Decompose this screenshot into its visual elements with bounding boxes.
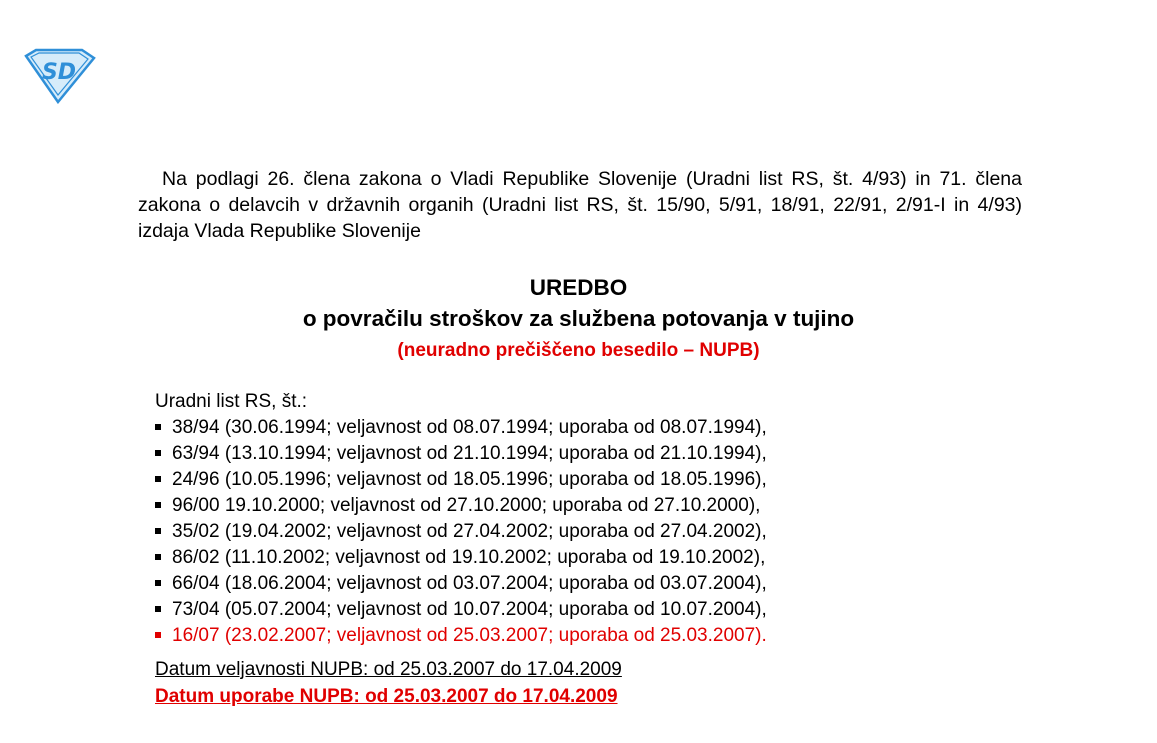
- amendment-text: 66/04 (18.06.2004; veljavnost od 03.07.2004; uporaba od 03.07.2004),: [172, 573, 767, 594]
- sd-diamond-logo-icon: [22, 48, 96, 104]
- square-bullet-icon: [155, 632, 161, 638]
- square-bullet-icon: [155, 502, 161, 508]
- amendment-item: [155, 415, 767, 441]
- amendment-item: [155, 467, 767, 493]
- amendment-item: [155, 493, 767, 519]
- usage-date: Datum uporabe NUPB: od 25.03.2007 do 17.04.2009: [155, 686, 618, 707]
- square-bullet-icon: [155, 450, 161, 456]
- amendment-item: [155, 519, 767, 545]
- intro-paragraph: Na podlagi 26. člena zakona o Vladi Republike Slovenije (Uradni list RS, št. 4/93) in 71. člena zakona o delavcih v državnih organih (Uradni list RS, št. 15/90, 5/91, 18/91, 22/91, 2/91-I in 4/93) izdaja Vlada Republike Slovenije: [138, 168, 1022, 242]
- amendment-item: [155, 597, 767, 623]
- amendment-text: 63/94 (13.10.1994; veljavnost od 21.10.1994; uporaba od 21.10.1994),: [172, 443, 767, 464]
- amendment-text: 73/04 (05.07.2004; veljavnost od 10.07.2004; uporaba od 10.07.2004),: [172, 599, 767, 620]
- nupb-note: (neuradno prečiščeno besedilo – NUPB): [397, 340, 760, 361]
- gazette-label: Uradni list RS, št.:: [155, 391, 308, 412]
- validity-date: Datum veljavnosti NUPB: od 25.03.2007 do 17.04.2009: [155, 659, 622, 680]
- square-bullet-icon: [155, 528, 161, 534]
- square-bullet-icon: [155, 476, 161, 482]
- document-title: UREDBO: [529, 275, 628, 300]
- amendment-item: [155, 623, 767, 649]
- amendment-text: 86/02 (11.10.2002; veljavnost od 19.10.2002; uporaba od 19.10.2002),: [172, 547, 766, 568]
- square-bullet-icon: [155, 580, 161, 586]
- logo-letters: SD: [41, 60, 77, 85]
- amendment-text: 35/02 (19.04.2002; veljavnost od 27.04.2002; uporaba od 27.04.2002),: [172, 521, 767, 542]
- amendment-item: [155, 571, 767, 597]
- square-bullet-icon: [155, 554, 161, 560]
- square-bullet-icon: [155, 606, 161, 612]
- amendment-text: 24/96 (10.05.1996; veljavnost od 18.05.1996; uporaba od 18.05.1996),: [172, 469, 767, 490]
- square-bullet-icon: [155, 424, 161, 430]
- amendment-text: 96/00 19.10.2000; veljavnost od 27.10.2000; uporaba od 27.10.2000),: [172, 495, 761, 516]
- amendment-item: [155, 545, 767, 571]
- amendment-text: 16/07 (23.02.2007; veljavnost od 25.03.2007; uporaba od 25.03.2007).: [172, 625, 767, 646]
- amendment-item: [155, 441, 767, 467]
- document-subtitle: o povračilu stroškov za službena potovanja v tujino: [302, 306, 855, 331]
- amendment-text: 38/94 (30.06.1994; veljavnost od 08.07.1994; uporaba od 08.07.1994),: [172, 417, 767, 438]
- amendments-list: [155, 415, 767, 649]
